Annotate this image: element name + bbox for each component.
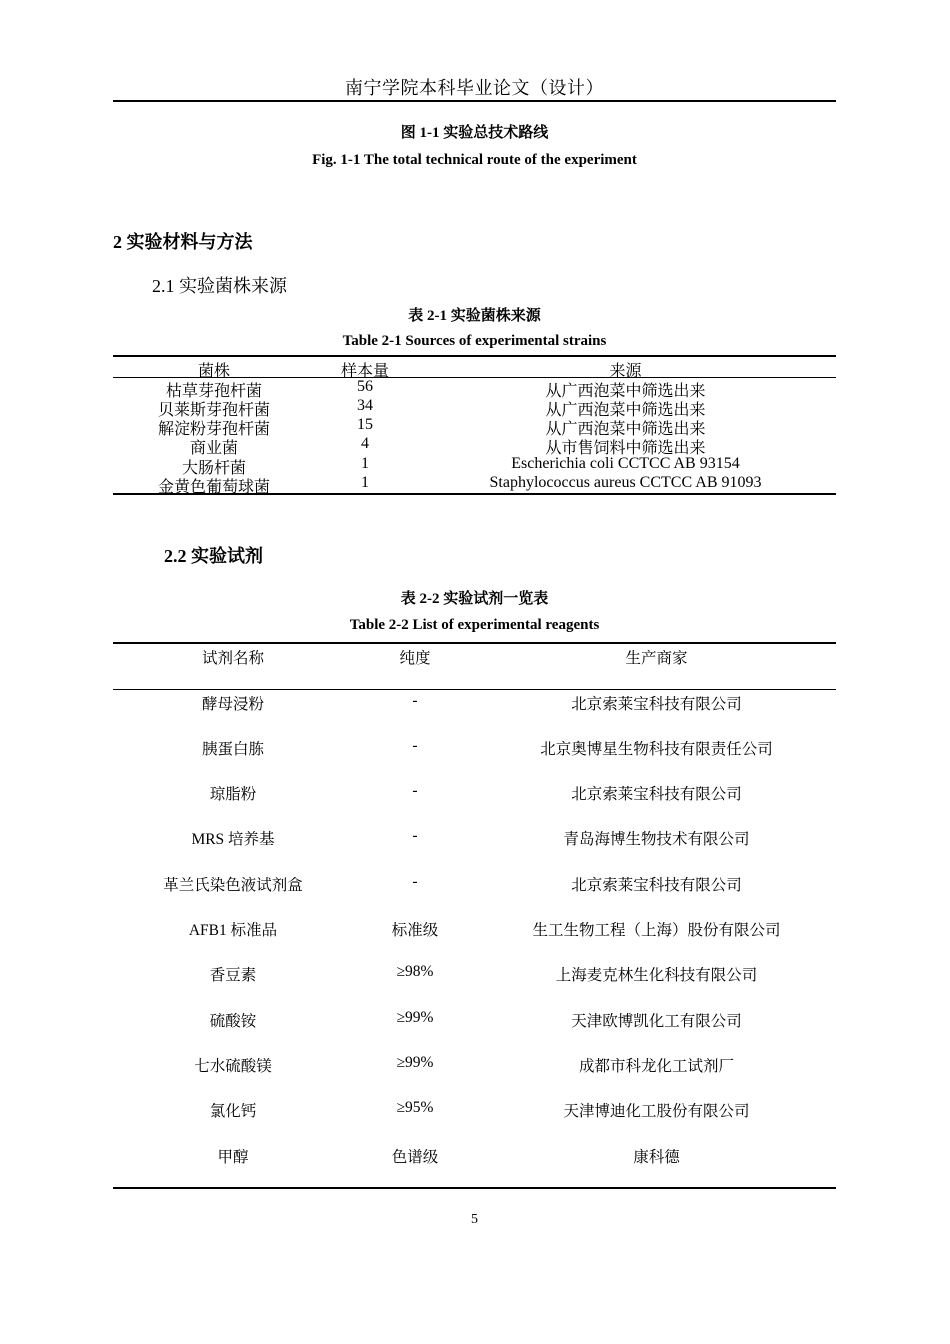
table-cell: - [412,692,418,709]
table-cell: 北京索莱宝科技有限公司 [571,786,742,803]
table2-bottom-rule [113,1187,836,1189]
table1-top-rule [113,355,836,357]
figure-caption-cn: 图 1-1 实验总技术路线 [400,125,549,141]
table-cell: 酵母浸粉 [201,696,264,713]
table-cell: - [412,827,418,844]
table-cell: - [412,873,418,890]
table-cell: 大肠杆菌 [181,460,246,477]
table-cell: 北京索莱宝科技有限公司 [571,696,742,713]
table-cell: 上海麦克林生化科技有限公司 [555,967,758,984]
table-cell: 康科德 [633,1149,680,1166]
table-cell: 1 [361,474,369,491]
table-cell: AFB1 标准品 [188,922,278,939]
table-cell: 枯草芽孢杆菌 [165,383,262,400]
table-cell: 金黄色葡萄球菌 [157,479,270,496]
table-cell: 甲醇 [217,1149,249,1166]
table2-header-name: 试剂名称 [201,650,264,667]
table1-header-count: 样本量 [340,363,389,380]
table-cell: 革兰氏染色液试剂盒 [163,877,303,894]
table2-header-rule [113,689,836,690]
table-cell: ≥99% [396,1054,434,1071]
table-cell: 从市售饲料中筛选出来 [545,440,706,457]
table-cell: 从广西泡菜中筛选出来 [545,383,706,400]
table-cell: 七水硫酸镁 [194,1058,272,1075]
table-cell: 生工生物工程（上海）股份有限公司 [532,922,781,939]
table-cell: ≥99% [396,1009,434,1026]
table-cell: 北京奥博星生物科技有限责任公司 [540,741,773,758]
figure-caption-en: Fig. 1-1 The total technical route of the experiment [312,152,637,168]
table-cell: 4 [361,435,369,452]
table-cell: 天津博迪化工股份有限公司 [563,1103,750,1120]
table-cell: 香豆素 [209,967,257,984]
table-cell: 硫酸铵 [209,1013,257,1030]
table2-top-rule [113,642,836,644]
page-number: 5 [471,1212,478,1227]
table-cell: ≥98% [396,963,434,980]
table-cell: 56 [357,378,373,395]
table-cell: Escherichia coli CCTCC AB 93154 [511,455,740,472]
table-cell: - [412,782,418,799]
table-cell: 34 [357,397,373,414]
table1-caption-en: Table 2-1 Sources of experimental strains [342,333,607,349]
table-cell: 北京索莱宝科技有限公司 [571,877,742,894]
table-cell: 从广西泡菜中筛选出来 [545,402,706,419]
table-cell: 解淀粉芽孢杆菌 [157,421,270,438]
section-heading-2: 2 实验材料与方法 [113,232,253,252]
running-header: 南宁学院本科毕业论文（设计） [345,78,604,98]
table-cell: 标准级 [391,922,439,939]
table-cell: 15 [357,416,373,433]
table-cell: 琼脂粉 [209,786,257,803]
table2-header-purity: 纯度 [399,650,431,667]
table-cell: - [412,737,418,754]
table2-caption-en: Table 2-2 List of experimental reagents [349,617,600,633]
table-cell: 商业菌 [189,440,238,457]
section-heading-2-1: 2.1 实验菌株来源 [152,276,287,296]
header-rule [113,100,836,102]
table-cell: 成都市科龙化工试剂厂 [578,1058,734,1075]
table1-header-source: 来源 [609,363,642,380]
table-cell: MRS 培养基 [191,831,275,848]
table-cell: 天津欧博凯化工有限公司 [571,1013,742,1030]
table1-caption-cn: 表 2-1 实验菌株来源 [408,308,541,324]
table-cell: 氯化钙 [209,1103,257,1120]
table-cell: 贝莱斯芽孢杆菌 [157,402,270,419]
table2-caption-cn: 表 2-2 实验试剂一览表 [400,591,549,607]
table2-header-maker: 生产商家 [625,650,688,667]
table-cell: 青岛海博生物技术有限公司 [563,831,750,848]
table-cell: 胰蛋白胨 [201,741,264,758]
table-cell: Staphylococcus aureus CCTCC AB 91093 [489,474,762,491]
section-heading-2-2: 2.2 实验试剂 [164,546,263,566]
table-cell: ≥95% [396,1099,434,1116]
table-cell: 1 [361,455,369,472]
table1-header-strain: 菌株 [197,363,230,380]
table-cell: 色谱级 [391,1149,439,1166]
table-cell: 从广西泡菜中筛选出来 [545,421,706,438]
